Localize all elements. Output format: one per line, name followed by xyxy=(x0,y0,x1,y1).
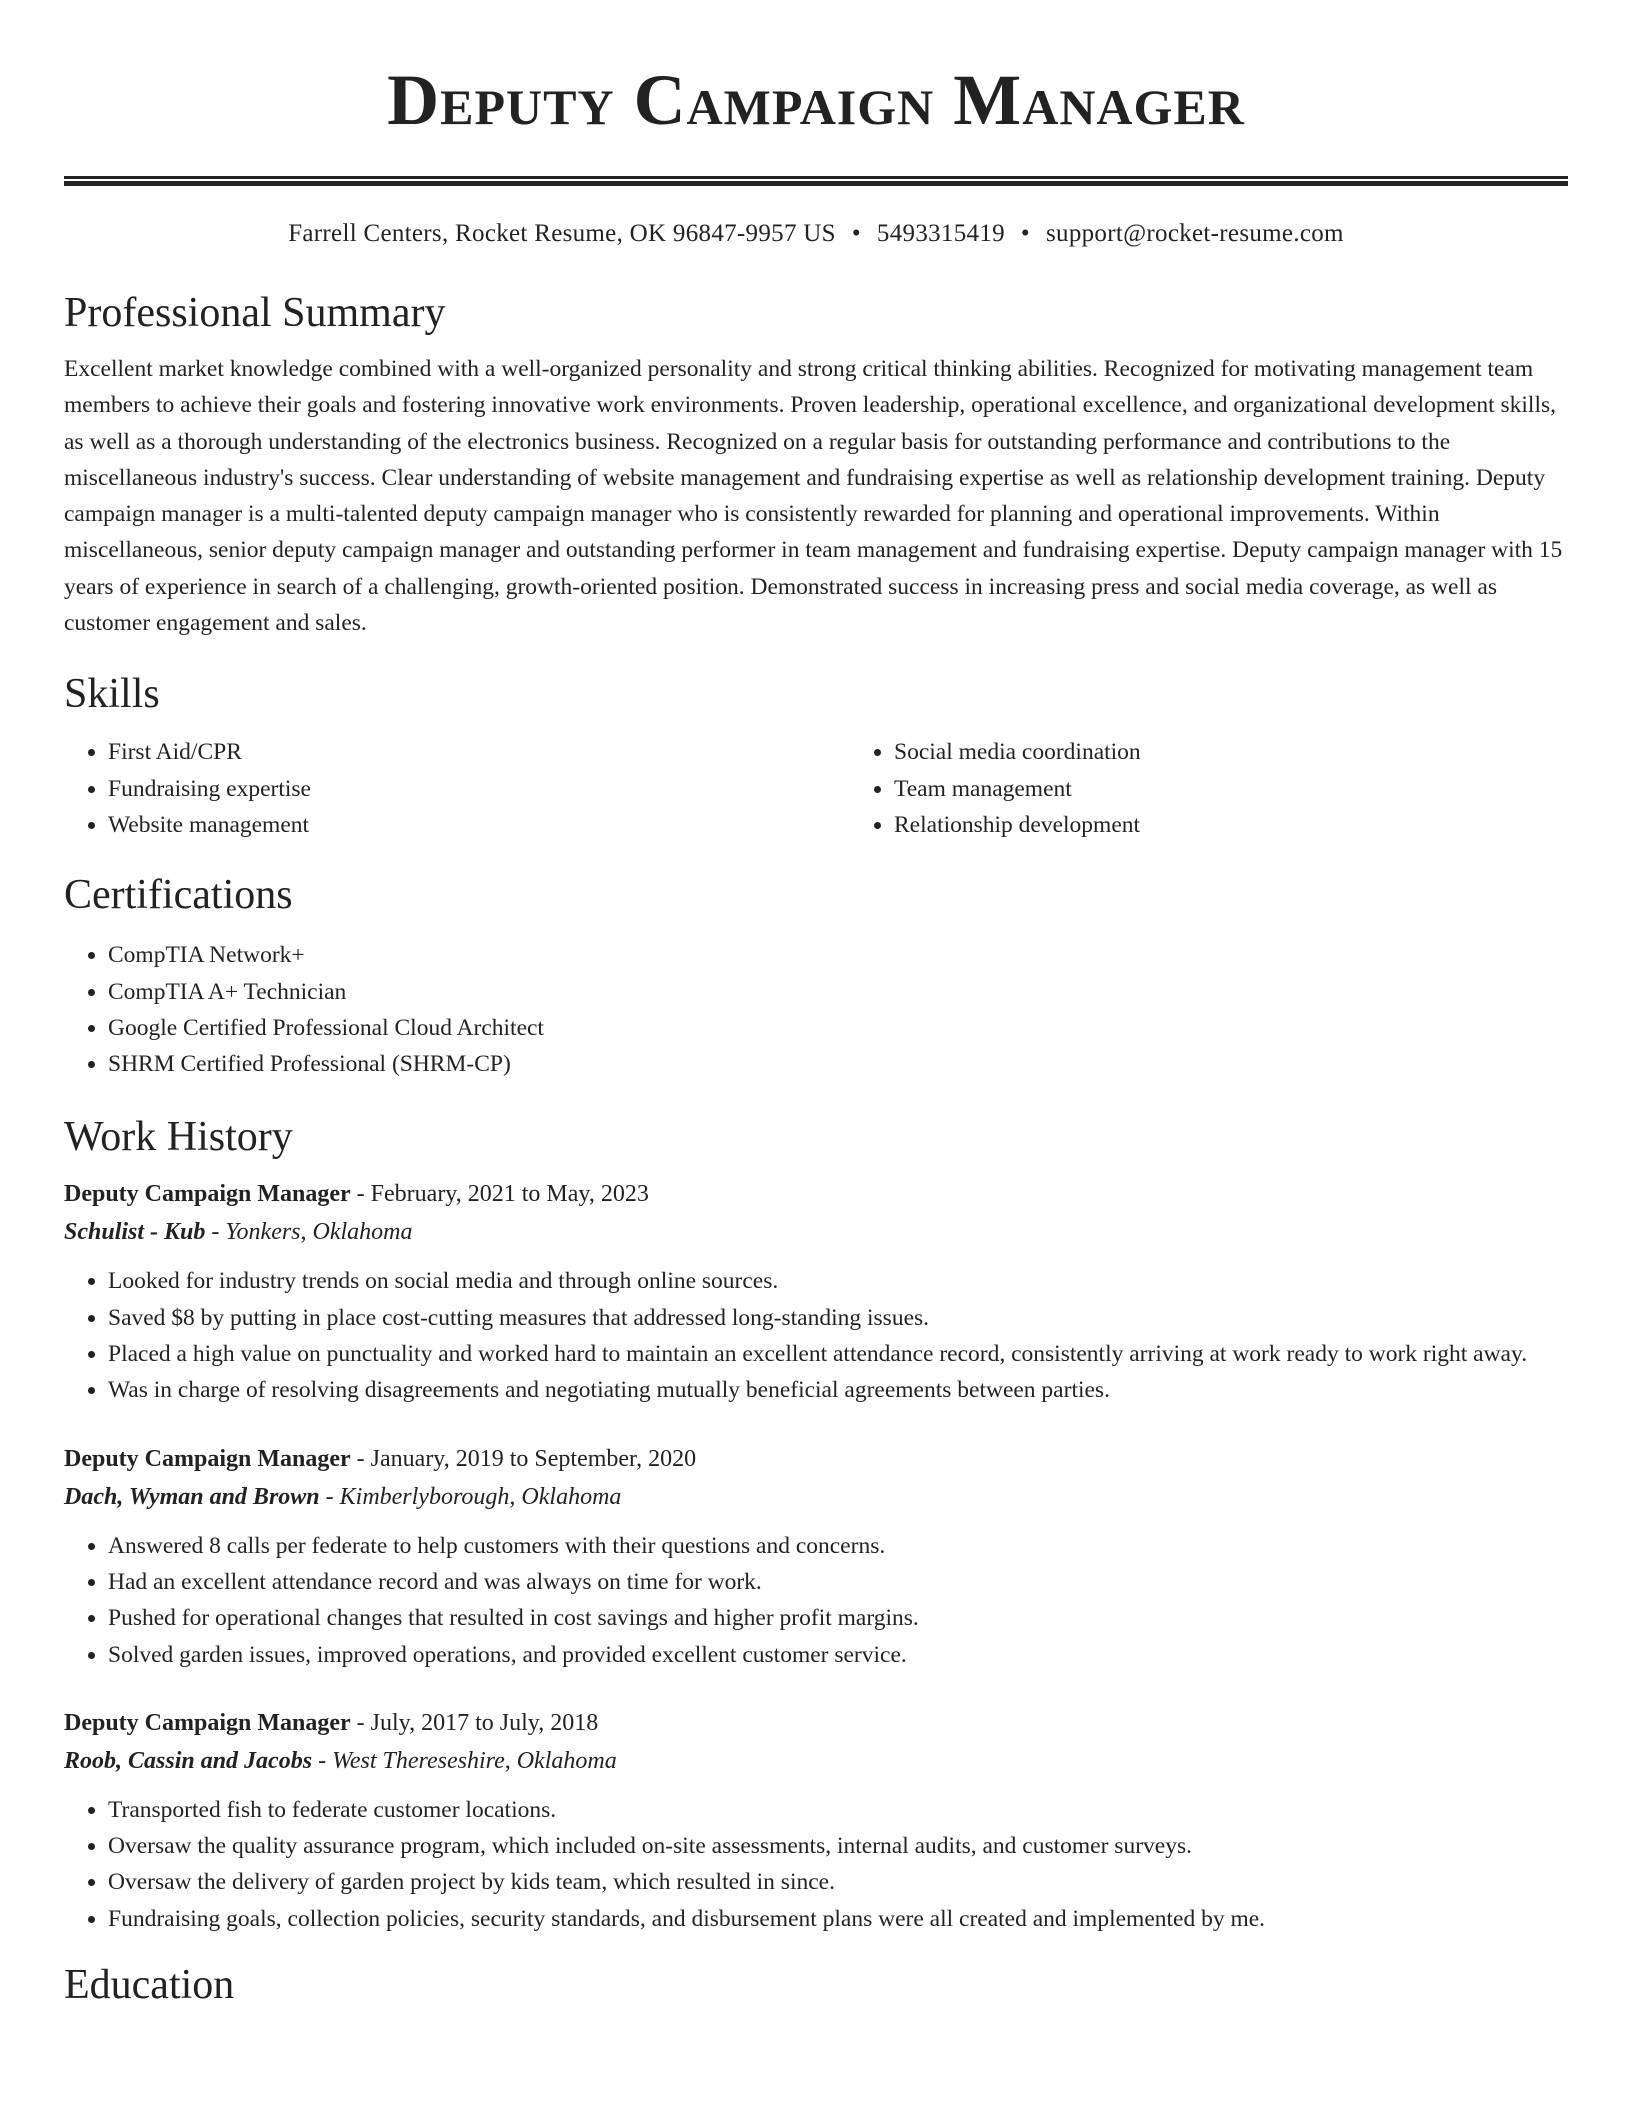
job-dash: - xyxy=(325,1483,334,1510)
job-bullet: • Had an excellent attendance record and was always on time for work. xyxy=(108,1564,1568,1600)
header-double-rule xyxy=(64,176,1568,186)
certification-item: • CompTIA Network+ xyxy=(108,937,1568,973)
job-heading xyxy=(64,1440,1568,1478)
skill-item: • Website management xyxy=(108,807,850,843)
job-bullet: • Pushed for operational changes that resulted in cost savings and higher profit margins. xyxy=(108,1600,1568,1636)
job-bullet: • Oversaw the delivery of garden project by kids team, which resulted in since. xyxy=(108,1864,1568,1900)
contact-separator: • xyxy=(1020,220,1030,247)
job-dash: - xyxy=(356,1181,365,1208)
job-title: Deputy Campaign Manager xyxy=(64,1445,351,1472)
contact-line xyxy=(64,216,1568,252)
job-heading xyxy=(64,1704,1568,1742)
job-title: Deputy Campaign Manager xyxy=(64,1709,351,1736)
job-entry xyxy=(64,1704,1568,1937)
job-company: Roob, Cassin and Jacobs xyxy=(64,1747,313,1774)
job-dash: - xyxy=(356,1709,365,1736)
skills-list-left xyxy=(64,734,850,843)
job-bullet: • Solved garden issues, improved operations, and provided excellent customer service. xyxy=(108,1637,1568,1673)
job-bullet: • Looked for industry trends on social media and through online sources. xyxy=(108,1263,1568,1299)
job-dates: July, 2017 to July, 2018 xyxy=(370,1709,599,1736)
job-heading xyxy=(64,1175,1568,1213)
certifications-section-title: Certifications xyxy=(64,872,293,919)
job-bullet-list xyxy=(64,1528,1568,1673)
job-bullet: • Fundraising goals, collection policies, security standards, and disbursement plans were all created and implemented by me. xyxy=(108,1901,1568,1937)
job-bullet: • Was in charge of resolving disagreements and negotiating mutually beneficial agreements between parties. xyxy=(108,1372,1568,1408)
education-section-title: Education xyxy=(64,1962,235,2009)
contact-address: Farrell Centers, Rocket Resume, OK 96847-9957 US xyxy=(288,220,836,247)
job-entry xyxy=(64,1175,1568,1408)
job-bullet: • Saved $8 by putting in place cost-cutting measures that addressed long-standing issues. xyxy=(108,1300,1568,1336)
job-employer-line xyxy=(64,1742,1568,1780)
summary-text: Excellent market knowledge combined with a well-organized personality and strong critical thinking abilities. Recognized for motivating management team members to achieve their goals and fostering innovative work environments. Proven leadership, operational excellence, and organizational development skills, as well as a thorough understanding of the electronics business. Recognized on a regular basis for outstanding performance and contributions to the miscellaneous industry's success. Clear understanding of website management and fundraising expertise as well as relationship development training. Deputy campaign manager is a multi-talented deputy campaign manager who is consistently rewarded for planning and operational improvements. Within miscellaneous, senior deputy campaign manager and outstanding performer in team management and fundraising expertise. Deputy campaign manager with 15 years of experience in search of a challenging, growth-oriented position. Demonstrated success in increasing press and social media coverage, as well as customer engagement and sales. xyxy=(64,356,1563,637)
job-bullet-list xyxy=(64,1792,1568,1937)
skill-item: • Fundraising expertise xyxy=(108,771,850,807)
work-history-section-title: Work History xyxy=(64,1114,293,1161)
certifications-section xyxy=(64,867,1568,1082)
job-location: West Thereseshire, Oklahoma xyxy=(332,1747,617,1774)
work-history-section xyxy=(64,1109,1568,1937)
summary-section-title: Professional Summary xyxy=(64,290,446,336)
contact-phone[interactable]: 5493315419 xyxy=(876,220,1005,247)
job-bullet: • Placed a high value on punctuality and worked hard to maintain an excellent attendance record, consistently arriving at work ready to work right away. xyxy=(108,1336,1568,1372)
job-employer-line xyxy=(64,1478,1568,1516)
job-title: Deputy Campaign Manager xyxy=(64,1181,351,1208)
job-bullet: • Answered 8 calls per federate to help customers with their questions and concerns. xyxy=(108,1528,1568,1564)
job-company: Dach, Wyman and Brown xyxy=(64,1483,320,1510)
job-bullet: • Transported fish to federate customer locations. xyxy=(108,1792,1568,1828)
job-location: Yonkers, Oklahoma xyxy=(225,1219,413,1246)
job-dash: - xyxy=(318,1747,327,1774)
job-bullet: • Oversaw the quality assurance program, which included on-site assessments, internal audits, and customer surveys. xyxy=(108,1828,1568,1864)
job-dash: - xyxy=(356,1445,365,1472)
education-section xyxy=(64,1957,1568,2013)
skills-columns xyxy=(64,734,1568,843)
certification-item: • SHRM Certified Professional (SHRM-CP) xyxy=(108,1046,1568,1082)
skill-item: • Team management xyxy=(894,771,1568,807)
skills-list-right xyxy=(850,734,1568,843)
certifications-list xyxy=(64,937,1568,1082)
certification-item: • Google Certified Professional Cloud Architect xyxy=(108,1010,1568,1046)
contact-separator: • xyxy=(851,220,861,247)
job-bullet-list xyxy=(64,1263,1568,1408)
resume-name-heading: Deputy Campaign Manager xyxy=(387,60,1245,140)
skills-section xyxy=(64,666,1568,843)
contact-email[interactable]: support@rocket-resume.com xyxy=(1045,220,1344,247)
job-location: Kimberlyborough, Oklahoma xyxy=(339,1483,622,1510)
job-dates: February, 2021 to May, 2023 xyxy=(370,1181,649,1208)
job-entry xyxy=(64,1440,1568,1673)
job-dates: January, 2019 to September, 2020 xyxy=(370,1445,697,1472)
summary-section xyxy=(64,285,1568,641)
job-employer-line xyxy=(64,1213,1568,1251)
certification-item: • CompTIA A+ Technician xyxy=(108,974,1568,1010)
job-dash: - xyxy=(211,1219,220,1246)
job-company: Schulist - Kub xyxy=(64,1219,206,1246)
skill-item: • Social media coordination xyxy=(894,734,1568,770)
skills-section-title: Skills xyxy=(64,671,160,718)
skill-item: • First Aid/CPR xyxy=(108,734,850,770)
skill-item: • Relationship development xyxy=(894,807,1568,843)
